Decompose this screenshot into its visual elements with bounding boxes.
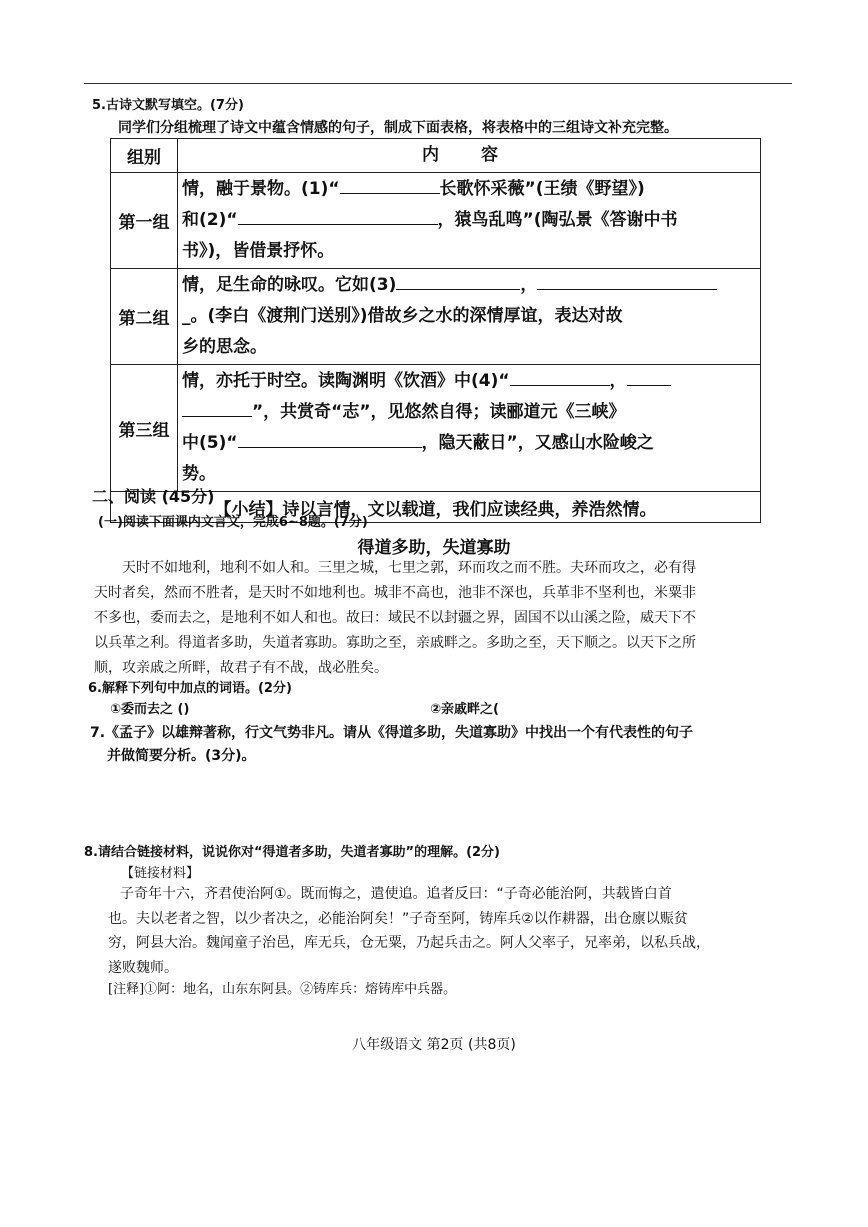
passage-line: 天时者矣，然而不胜者，是天时不如地利也。城非不高也，池非不深也，兵革非不坚利也，米粟非 bbox=[94, 585, 696, 601]
table-header-row bbox=[111, 139, 761, 173]
passage-line: 顺，攻亲戚之所畔，故君子有不战，战必胜矣。 bbox=[94, 660, 388, 676]
table-row bbox=[111, 269, 761, 365]
material-line: 子奇年十六，齐君使治阿①。既而悔之，遣使追。追者反曰：“子奇必能治阿，共载皆白首 bbox=[120, 886, 672, 902]
answer-blank-3b[interactable] bbox=[537, 271, 717, 290]
annotation-note: [注释]①阿：地名，山东东阿县。②铸库兵：熔铸库中兵器。 bbox=[108, 982, 457, 997]
question-8: 8.请结合链接材料，说说你对“得道者多助，失道者寡助”的理解。(2分) bbox=[84, 845, 501, 860]
table-summary: 【小结】诗以言情，文以载道，我们应读经典，养浩然情。 bbox=[111, 492, 761, 523]
group-label: 第二组 bbox=[111, 269, 178, 365]
answer-blank-1[interactable] bbox=[340, 175, 440, 194]
question-5-intro: 同学们分组梳理了诗文中蕴含情感的句子，制成下面表格，将表格中的三组诗文补充完整。 bbox=[118, 120, 678, 136]
question-6: 6.解释下列句中加点的词语。(2分) bbox=[88, 681, 292, 696]
link-material bbox=[108, 882, 796, 980]
passage-line: 天时不如地利，地利不如人和。三里之城，七里之郭，环而攻之而不胜。夫环而攻之，必有得 bbox=[122, 560, 696, 576]
row-content: 情，融于景物。(1)“ 长歌怀采薇”(王绩《野望》) 和(2)“ ，猿鸟乱鸣”(陶弘景《答谢中书 书》)，皆借景抒怀。 bbox=[178, 173, 761, 269]
question-6-item-1: ①委而去之 () bbox=[110, 702, 190, 717]
answer-blank-5[interactable] bbox=[238, 429, 422, 448]
answer-blank-4c[interactable] bbox=[182, 398, 252, 417]
question-7-line-2: 并做简要分析。(3分)。 bbox=[107, 748, 256, 764]
header-rule bbox=[84, 83, 792, 84]
page-footer: 八年级语文 第2页 (共8页) bbox=[352, 1037, 516, 1053]
header-group: 组别 bbox=[111, 139, 178, 173]
poetry-table bbox=[110, 138, 761, 523]
group-label: 第一组 bbox=[111, 173, 178, 269]
passage-title: 得道多助，失道寡助 bbox=[357, 538, 511, 558]
material-line: 也。夫以老者之智，以少者决之，必能治阿矣！”子奇至阿，铸库兵②以作耕器，出仓廪以赈贫 bbox=[108, 910, 688, 927]
section-2-heading: 二、阅读 (45分) bbox=[92, 487, 215, 506]
answer-blank-4b[interactable] bbox=[627, 367, 671, 386]
header-content: 内 容 bbox=[178, 139, 761, 173]
row-content: 情，足生命的咏叹。它如(3) ， _。(李白《渡荆门送别》)借故乡之水的深情厚谊，表达对故 乡的思念。 bbox=[178, 269, 761, 365]
question-5-heading: 5.古诗文默写填空。(7分) bbox=[92, 98, 244, 113]
classical-passage bbox=[94, 556, 794, 681]
answer-blank-3a[interactable] bbox=[396, 271, 520, 290]
passage-line: 不多也，委而去之，是地利不如人和也。故曰：域民不以封疆之界，固国不以山溪之险，威天下不 bbox=[94, 610, 696, 626]
row-content: 情，亦托于时空。读陶渊明《饮酒》中(4)“ ， ”，共赏奇“志”，见悠然自得；读郦道元《三峡》 中(5)“ ，隐天蔽日”，又感山水险峻之 势。 bbox=[178, 365, 761, 492]
material-line: 遂败魏师。 bbox=[108, 959, 178, 976]
question-7-line-1: 7.《孟子》以雄辩著称，行文气势非凡。请从《得道多助，失道寡助》中找出一个有代表性的句子 bbox=[90, 725, 694, 741]
material-line: 穷，阿县大治。魏闻童子治邑，库无兵，仓无粟，乃起兵击之。阿人父率子，兄率弟，以私兵战， bbox=[108, 935, 710, 951]
part-1-instruction: (一)阅读下面课内文言文，完成6~8题。(7分) bbox=[98, 515, 368, 530]
table-row bbox=[111, 173, 761, 269]
answer-blank-4a[interactable] bbox=[510, 367, 610, 386]
answer-blank-2[interactable] bbox=[238, 206, 438, 225]
link-material-label: 【链接材料】 bbox=[121, 866, 200, 881]
question-6-item-2: ②亲戚畔之( bbox=[430, 702, 499, 717]
group-label: 第三组 bbox=[111, 365, 178, 492]
table-row bbox=[111, 365, 761, 492]
passage-line: 以兵革之利。得道者多助，失道者寡助。寡助之至，亲戚畔之。多助之至，天下顺之。以天下之所 bbox=[94, 635, 696, 651]
